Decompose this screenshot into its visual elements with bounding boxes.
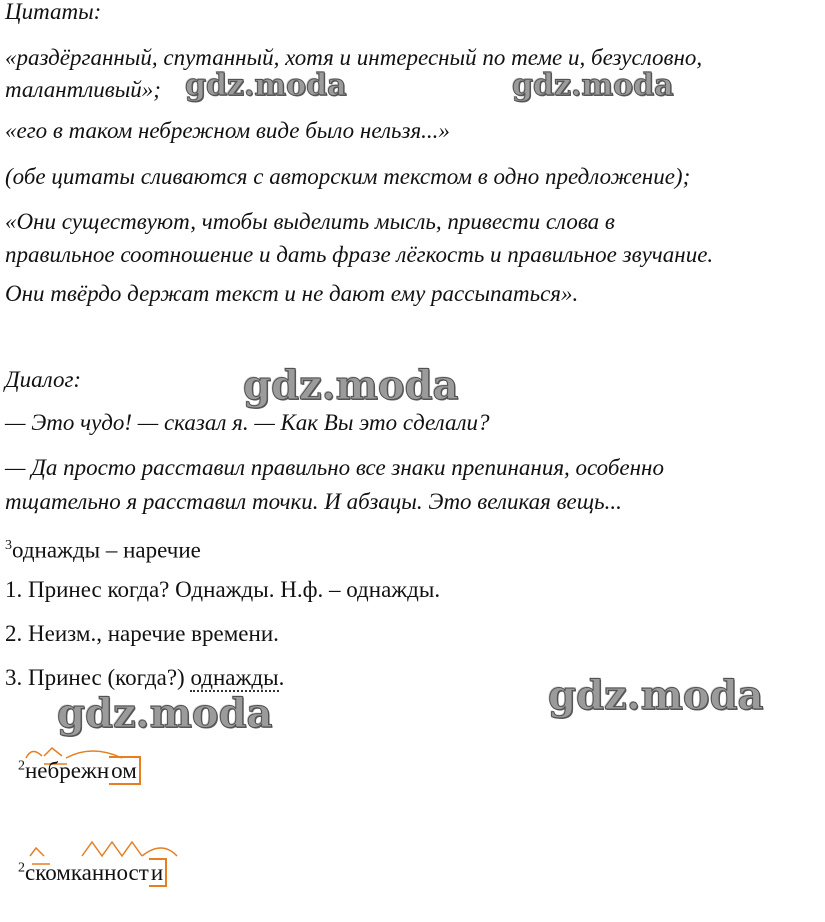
morpheme-word-2-ending: и xyxy=(149,858,167,887)
adverb-underlined: однажды xyxy=(190,665,279,690)
analysis-item-1: 1. Принес когда? Однажды. Н.ф. – однажды. xyxy=(5,577,441,602)
analysis-item-2: 2. Неизм., наречие времени. xyxy=(5,621,279,646)
quote-3-line-1: «Они существуют, чтобы выделить мысль, привести слова в xyxy=(5,209,615,234)
quote-3-line-2: правильное соотношение и дать фразе лёгкость и правильное звучание. xyxy=(5,242,714,267)
watermark-logo: gdz.moda xyxy=(185,68,347,103)
dialog-line-2b: тщательно я расставил точки. И абзацы. Это великая вещь... xyxy=(5,489,622,514)
dialog-line-1: — Это чудо! — сказал я. — Как Вы это сделали? xyxy=(5,410,490,435)
morpheme-word-1-ending: ом xyxy=(109,756,141,785)
morpheme-word-1-sup: 2 xyxy=(18,758,25,774)
footnote-number: 3 xyxy=(5,538,12,553)
analysis-title xyxy=(5,528,201,569)
quote-note: (обе цитаты сливаются с авторским текстом в одно предложение); xyxy=(5,164,691,189)
analysis-title-text: однажды – наречие xyxy=(12,537,201,563)
quote-2: «его в таком небрежном виде было нельзя...» xyxy=(5,118,450,143)
analysis-item-3-suffix: . xyxy=(278,665,285,690)
quote-1-line-1: «раздёрганный, спутанный, хотя и интересный по теме и, безусловно, xyxy=(5,45,703,70)
quote-3-line-3: Они твёрдо держат текст и не дают ему рассыпаться». xyxy=(5,281,579,306)
watermark-logo: gdz.moda xyxy=(548,672,764,719)
watermark-logo: gdz.moda xyxy=(243,362,459,409)
watermark-logo: gdz.moda xyxy=(512,68,674,103)
quote-1-line-2: талантливый»; xyxy=(5,77,161,102)
dialog-line-2a: — Да просто расставил правильно все знаки препинания, особенно xyxy=(5,455,664,480)
quotes-heading: Цитаты: xyxy=(5,0,102,24)
morpheme-word-2-sup: 2 xyxy=(18,860,25,876)
watermark-logo: gdz.moda xyxy=(57,690,273,737)
analysis-item-3-prefix: 3. Принес (когда?) xyxy=(5,665,191,690)
morpheme-word-1-stem: небрежн xyxy=(25,758,110,783)
dialog-heading: Диалог: xyxy=(5,367,82,392)
morpheme-word-2-stem: скомканност xyxy=(25,860,149,885)
